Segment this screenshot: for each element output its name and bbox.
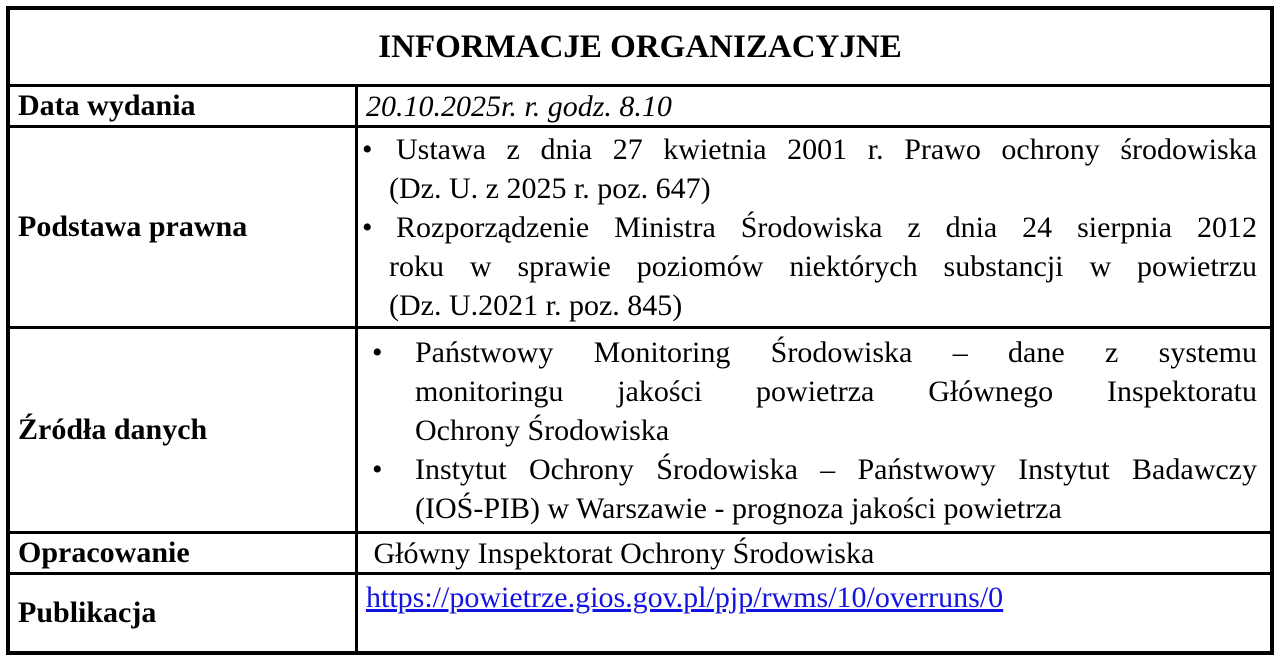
value-publikacja (358, 575, 1267, 651)
bullet-text: Państwowy Monitoring Środowiska – dane z systemu (415, 336, 1257, 369)
bullet-icon: • (372, 453, 383, 486)
bullet-line-wrap: (Dz. U. z 2025 r. poz. 647) (389, 172, 711, 205)
bullet-line-wrap: (IOŚ-PIB) w Warszawie - prognoza jakości powietrza (415, 492, 1062, 525)
value-zrodla-danych (358, 329, 1267, 531)
bullet-icon: • (362, 133, 373, 166)
bullet-line-wrap: monitoringu jakości powietrza Głównego Inspektoratu (415, 375, 1257, 408)
label-data-wydania: Data wydania (10, 87, 358, 125)
bullet-line (372, 450, 1257, 489)
bullet-line (372, 333, 1257, 372)
label-opracowanie: Opracowanie (10, 534, 358, 572)
bullet-line-wrap: (Dz. U.2021 r. poz. 845) (389, 289, 683, 322)
label-zrodla-danych: Źródła danych (10, 329, 358, 531)
row-zrodla-danych (10, 326, 1270, 531)
label-publikacja: Publikacja (10, 575, 358, 651)
bullet-line (362, 130, 1257, 169)
bullet-line-wrap: Ochrony Środowiska (415, 414, 670, 447)
bullet-icon: • (362, 211, 373, 244)
publication-link[interactable]: https://powietrze.gios.gov.pl/pjp/rwms/10/overruns/0 (366, 581, 1004, 614)
info-table (6, 6, 1274, 655)
value-opracowanie: Główny Inspektorat Ochrony Środowiska (366, 536, 875, 570)
bullet-text: Rozporządzenie Ministra Środowiska z dnia 24 sierpnia 2012 (396, 211, 1257, 244)
bullet-text: Ustawa z dnia 27 kwietnia 2001 r. Prawo ochrony środowiska (396, 133, 1257, 166)
bullet-text: Instytut Ochrony Środowiska – Państwowy Instytut Badawczy (415, 453, 1257, 486)
table-title: INFORMACJE ORGANIZACYJNE (378, 28, 902, 65)
value-data-wydania: 20.10.2025r. r. godz. 8.10 (366, 89, 672, 123)
value-podstawa-prawna (358, 128, 1267, 326)
row-podstawa-prawna (10, 125, 1270, 326)
bullet-line-wrap: roku w sprawie poziomów niektórych substancji w powietrzu (389, 250, 1257, 283)
row-opracowanie (10, 531, 1270, 572)
bullet-icon: • (372, 336, 383, 369)
row-publikacja (10, 572, 1270, 651)
table-header-row (10, 10, 1270, 84)
label-podstawa-prawna: Podstawa prawna (10, 128, 358, 326)
row-data-wydania (10, 84, 1270, 125)
bullet-line (362, 208, 1257, 247)
